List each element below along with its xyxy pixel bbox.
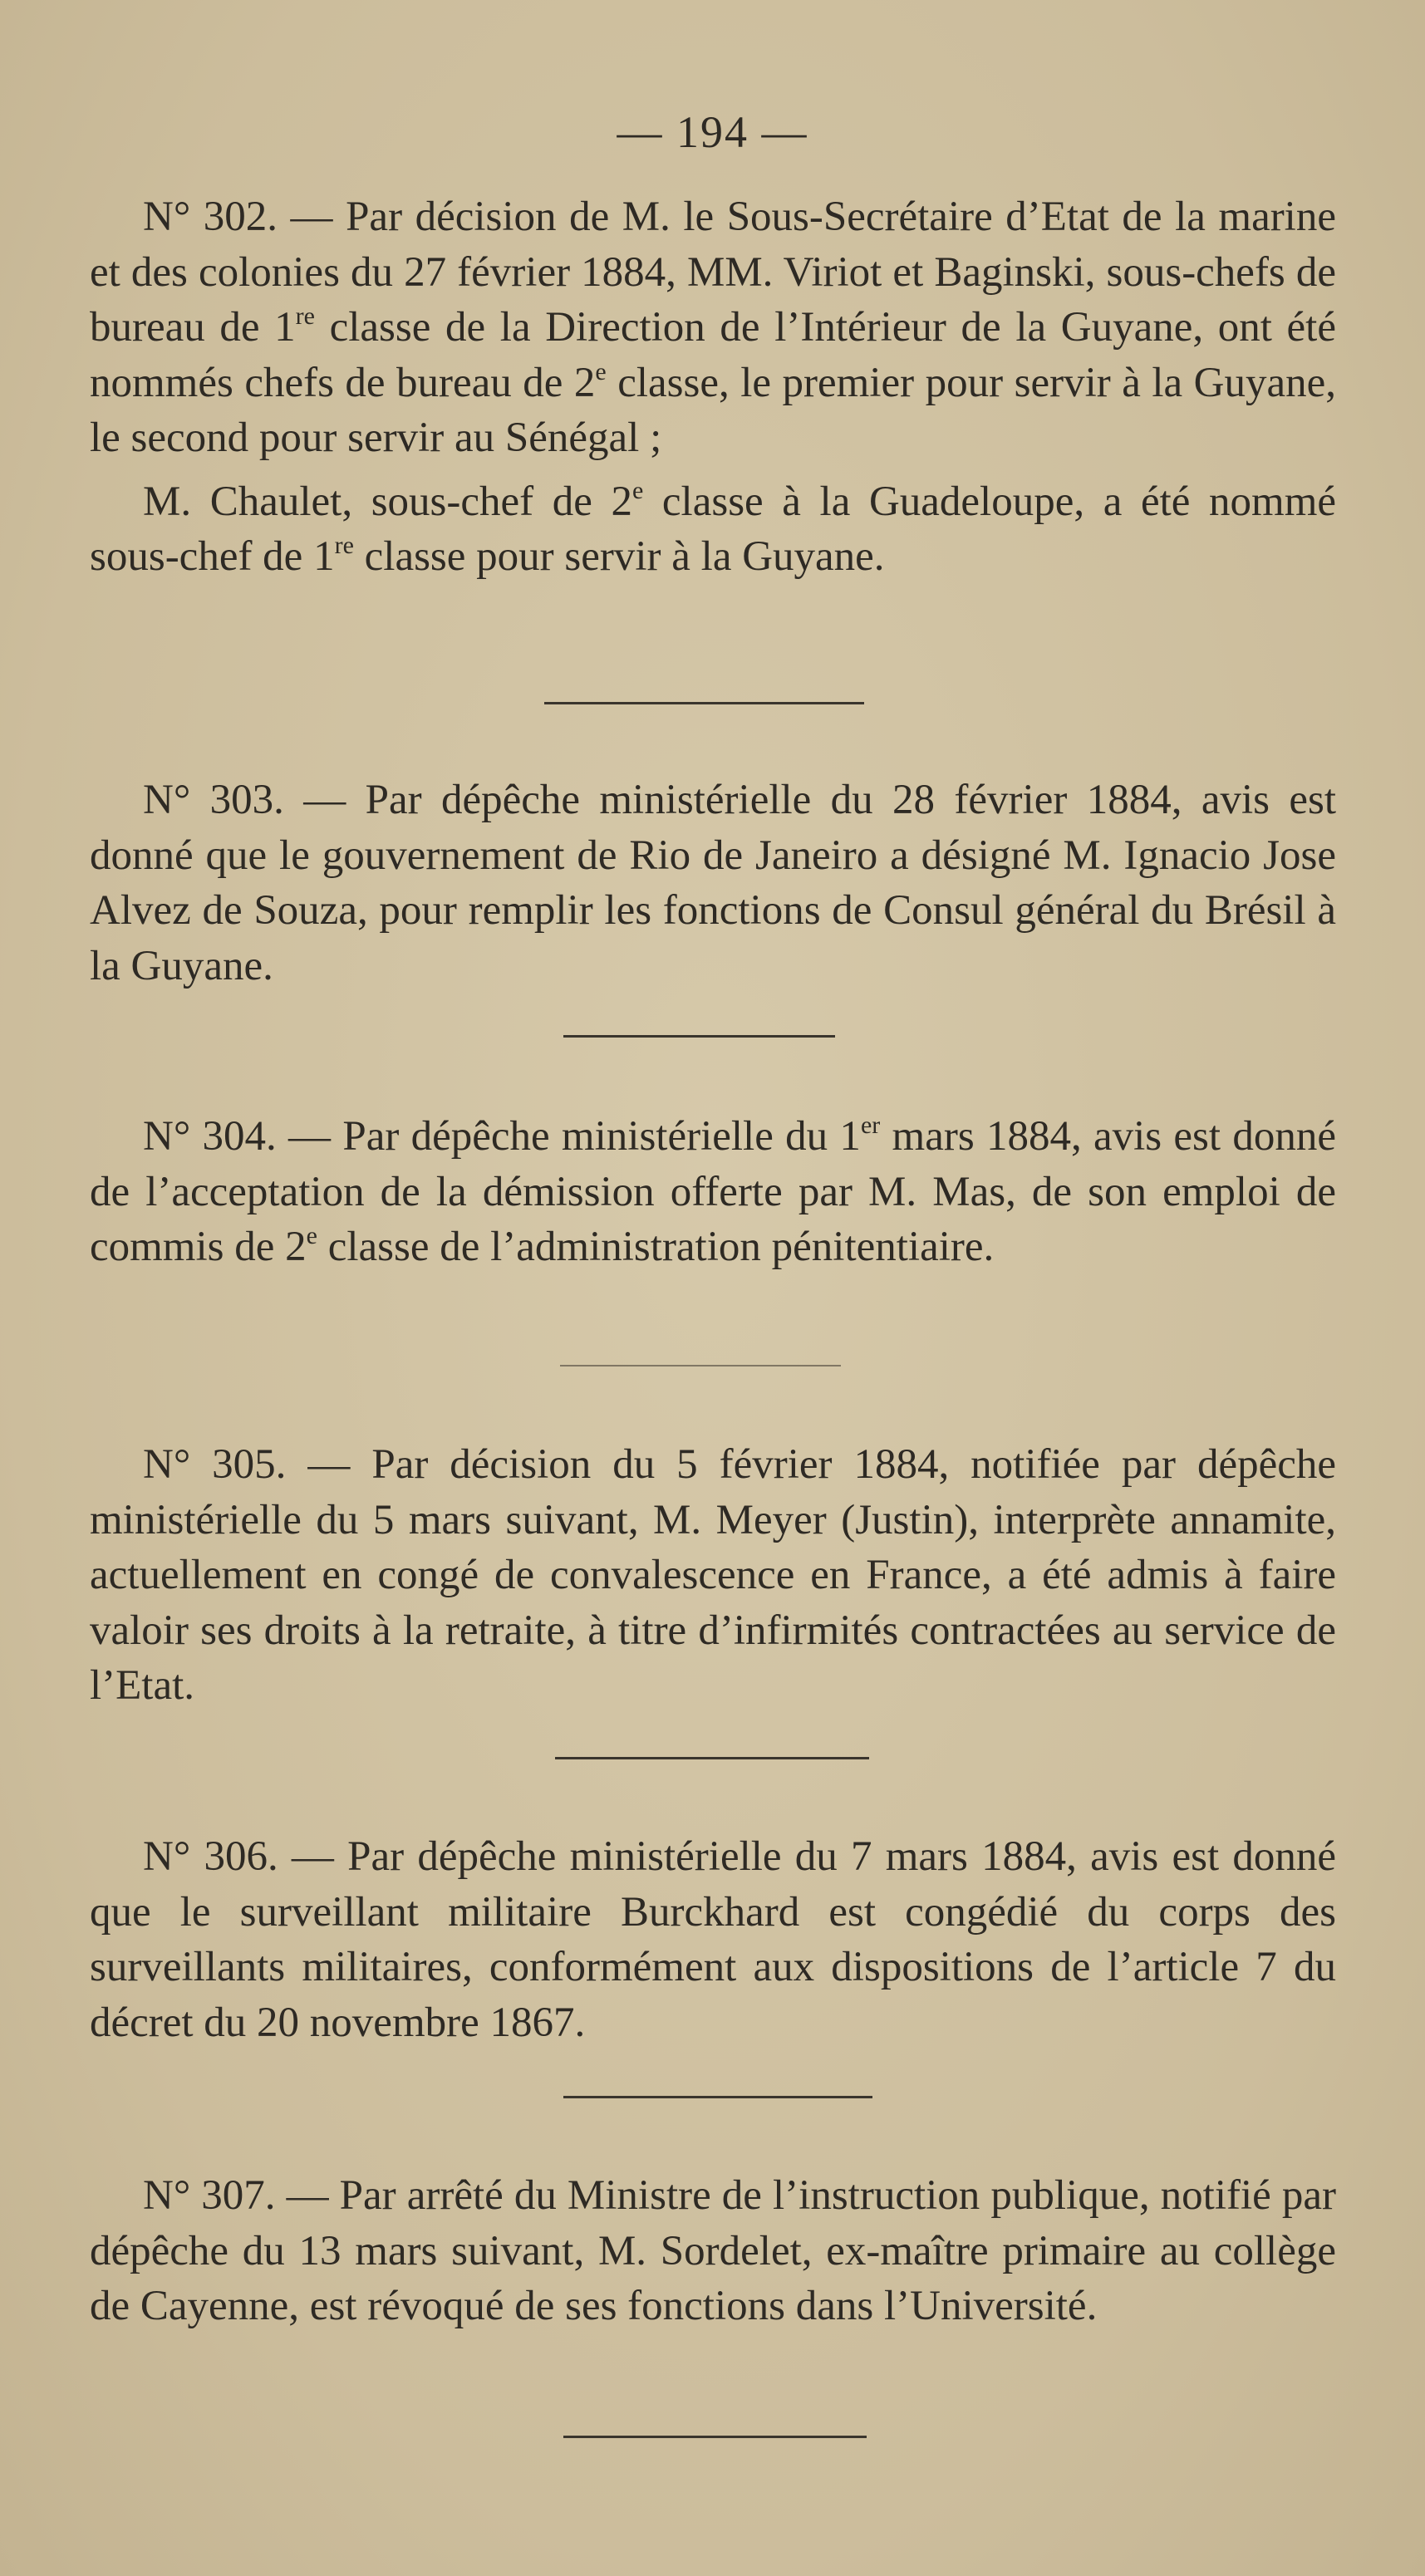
entry-number: N° 306. bbox=[143, 1833, 278, 1880]
page-number: — 194 — bbox=[617, 107, 808, 157]
separator-rule bbox=[563, 2436, 867, 2438]
entry-305: N° 305. — Par décision du 5 février 1884, notifiée par dépêche ministérielle du 5 mars suivant, M. Meyer (Justin), interprète annamite, actuellement en congé de convalescence en France, a été admis à faire valoir ses droits à la retraite, à titre d’infirmités contractées au service de l’Etat. bbox=[90, 1441, 1336, 1709]
entry-307: N° 307. — Par arrêté du Ministre de l’instruction publique, notifié par dépêche du 13 mars suivant, M. Sordelet, ex-maître primaire au collège de Cayenne, est révoqué de ses fonctions dans l’Université. bbox=[90, 2172, 1336, 2329]
entry-number: N° 305. bbox=[143, 1441, 287, 1488]
entry-302 bbox=[90, 189, 1336, 585]
entry-302-paragraph-2: M. Chaulet, sous-chef de 2e classe à la Guadeloupe, a été nommé sous-chef de 1re classe pour servir à la Guyane. bbox=[90, 476, 1336, 580]
separator-rule bbox=[563, 2096, 872, 2098]
separator-rule bbox=[544, 702, 864, 704]
entry-302-paragraph-1: N° 302. — Par décision de M. le Sous-Secrétaire d’Etat de la marine et des colonies du 27 février 1884, MM. Viriot et Baginski, sous-chefs de bureau de 1re classe de la Direction de l’Intérieur de la Guyane, ont été nommés chefs de bureau de 2e classe, le premier pour servir à la Guyane, le second pour servir au Sénégal ; bbox=[90, 194, 1336, 461]
entry-number: N° 307. bbox=[143, 2172, 276, 2219]
entry-number: N° 303. bbox=[143, 777, 284, 823]
separator-rule bbox=[560, 1365, 841, 1367]
entry-number: N° 302. bbox=[143, 194, 278, 240]
separator-rule bbox=[563, 1035, 835, 1038]
entry-306: N° 306. — Par dépêche ministérielle du 7 mars 1884, avis est donné que le surveillant militaire Burckhard est congédié du corps des surveillants militaires, conformément aux dispositions de l’article 7 du décret du 20 novembre 1867. bbox=[90, 1833, 1336, 2046]
entry-number: N° 304. bbox=[143, 1113, 277, 1160]
entry-304: N° 304. — Par dépêche ministérielle du 1er mars 1884, avis est donné de l’acceptation de la démission offerte par M. Mas, de son emploi de commis de 2e classe de l’administration pénitentiaire. bbox=[90, 1111, 1336, 1270]
entry-303: N° 303. — Par dépêche ministérielle du 28 février 1884, avis est donné que le gouvernement de Rio de Janeiro a désigné M. Ignacio Jose Alvez de Souza, pour remplir les fonctions de Consul général du Brésil à la Guyane. bbox=[90, 777, 1336, 989]
separator-rule bbox=[555, 1757, 869, 1759]
